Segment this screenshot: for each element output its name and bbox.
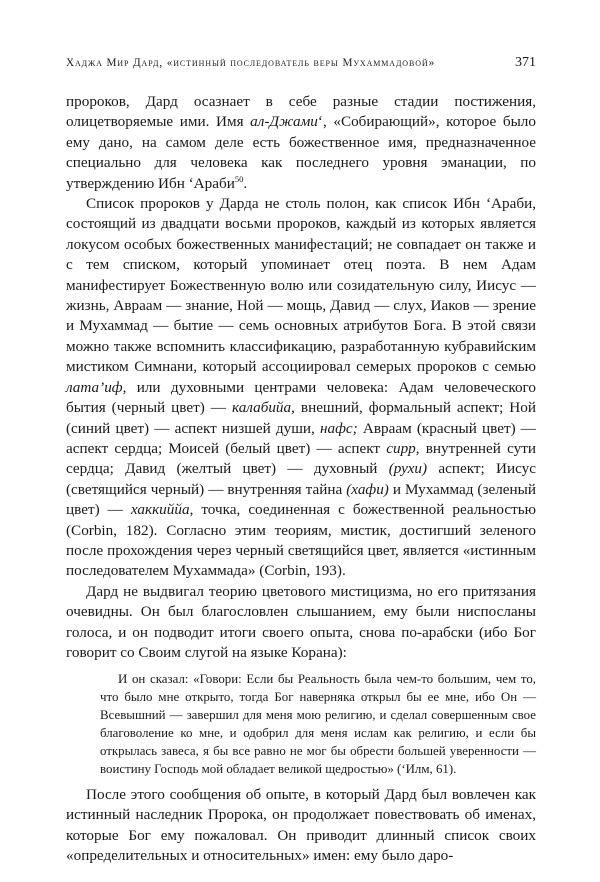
italic-term: калабийа	[231, 399, 292, 417]
text-run: .	[243, 174, 248, 192]
text-run: пророков, Дард осазнает в себе разные стадии постижения, олицетворяемые ими. Имя	[66, 93, 536, 131]
body-text	[66, 92, 536, 866]
italic-term: хаккиййа	[130, 501, 190, 519]
italic-term: сирр	[386, 439, 416, 457]
running-head: Хаджа Мир Дард, «истинный последователь веры Мухаммадовой»	[66, 57, 436, 69]
paragraph-prophets-list	[66, 194, 536, 582]
italic-term: ал-Джами	[250, 113, 318, 131]
text-run: Список пророков у Дарда не столь полон, как список Ибн ‘Араби, состоящий из двадцати восьми пророков, каждый из которых является локусом особых божественных манифестаций; не совпадает он также и с тем списком, который упоминает отец поэта. В нем Адам манифестирует Божественную волю или созидательную силу, Иисус — жизнь, Авраам — знание, Ной — мощь, Давид — слух, Иаков — зрение и Мухаммад — бытие — семь основных атрибутов Бога. В этой связи можно также вспомнить классификацию, разработанную кубравийским мистиком Симнани, который ассоциировал семерых пророков с семью	[66, 195, 536, 376]
paragraph-continued	[66, 92, 536, 194]
footnote-ref: 50	[234, 173, 244, 184]
text-run: , точка, соединенная с божественной реальностью (Corbin, 182). Согласно этим теориям, мистик, достигший зеленого после прохождения через черный светящийся цвет, является «истинным последователем Мухаммада» (Corbin, 193).	[66, 501, 537, 580]
text-run: Авраам (красный цвет) — аспект сердца; Моисей (белый цвет) — аспект	[66, 419, 536, 457]
text-run: и Мухаммад (зеленый цвет) —	[66, 480, 536, 519]
text-run: Дард не выдвигал теорию цветового мистицизма, но его притязания очевидны. Он был благословлен слышанием, ему были ниспосланы голоса, и он подводит итоги своего опыта, снова по-арабски (ибо Бог говорит со Своим слугой на языке Корана):	[66, 582, 536, 661]
text-run: , внешний, формальный аспект; Ной (синий цвет) — аспект низшей души,	[66, 399, 536, 437]
text-run: И он сказал: «Говори: Если бы Реальность была чем-то большим, чем то, что было мне открыто, тогда Бог наверняка открыл бы ее мне, ибо Он — Всевышний — завершил для меня мою религию, и сделал совершенным свое благоволение ко мне, и одобрил для меня ислам как религию, и если бы открылась завеса, я бы все равно не мог бы обрести большей уверенности — воистину Господь мой обладает великой щедростью» (‘Илм, 61).	[100, 672, 536, 776]
block-quote	[100, 671, 536, 778]
italic-term: нафс;	[320, 419, 358, 437]
paragraph-color-mysticism	[66, 582, 536, 664]
italic-term: (рухи)	[388, 460, 428, 478]
text-run: аспект; Иисус (светящийся черный) — внутренняя тайна	[66, 460, 536, 498]
paragraph-names	[66, 785, 536, 867]
italic-term: лата’иф	[66, 378, 123, 396]
page-header	[66, 55, 536, 71]
text-run: , внутренней сути сердца; Давид (желтый цвет) — духовный	[66, 439, 537, 478]
text-run: После этого сообщения об опыте, в который Дард был вовлечен как истинный наследник Пророка, он продолжает повествовать об именах, которые Бог ему пожаловал. Он приводит длинный список своих «определительных и относительных» имен: ему было даро-	[66, 785, 536, 865]
text-run: ‘, «Собирающий», которое было ему дано, на самом деле есть божественное имя, предназначенное специально для человека как последнего уровня эманации, по утверждению Ибн ‘Араби	[66, 113, 536, 192]
italic-term: (хафи)	[346, 480, 389, 498]
text-run: , или духовными центрами человека: Адам человеческого бытия (черный цвет) —	[66, 378, 536, 417]
page-number: 371	[515, 55, 536, 70]
